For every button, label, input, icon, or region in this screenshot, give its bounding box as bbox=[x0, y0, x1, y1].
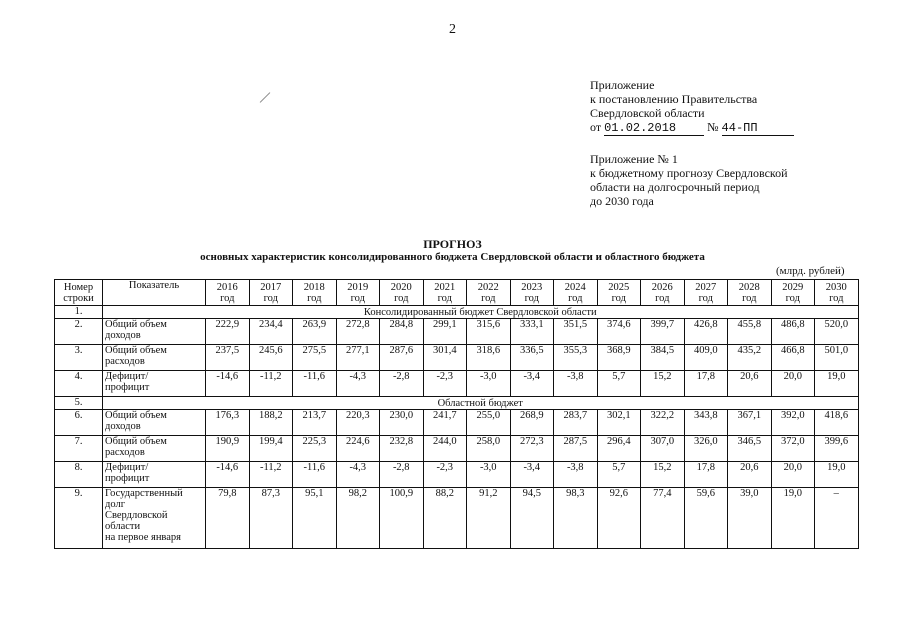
appendix-line: Приложение bbox=[590, 78, 655, 92]
indicator-name bbox=[103, 462, 206, 488]
indicator-name-line: Дефицит/ bbox=[105, 462, 149, 473]
header-year-value: 2027 bbox=[695, 281, 717, 293]
value-cell: 272,3 bbox=[510, 436, 554, 462]
value-cell: 232,8 bbox=[380, 436, 424, 462]
value-cell: 486,8 bbox=[771, 319, 815, 345]
value-cell: 283,7 bbox=[554, 410, 598, 436]
value-cell: 301,4 bbox=[423, 345, 467, 371]
value-cell: 224,6 bbox=[336, 436, 380, 462]
row-number: 8. bbox=[55, 462, 103, 488]
value-cell: 230,0 bbox=[380, 410, 424, 436]
value-cell: 234,4 bbox=[249, 319, 293, 345]
value-cell: 237,5 bbox=[206, 345, 250, 371]
value-cell: 296,4 bbox=[597, 436, 641, 462]
value-cell: -14,6 bbox=[206, 371, 250, 397]
header-year bbox=[554, 280, 598, 306]
value-cell: 222,9 bbox=[206, 319, 250, 345]
value-cell: 355,3 bbox=[554, 345, 598, 371]
indicator-name-line: расходов bbox=[105, 356, 145, 367]
value-cell: 20,6 bbox=[728, 462, 772, 488]
value-cell: 322,2 bbox=[641, 410, 685, 436]
header-year-word: год bbox=[524, 292, 539, 304]
value-cell: 5,7 bbox=[597, 371, 641, 397]
value-cell: 59,6 bbox=[684, 488, 728, 549]
value-cell: 268,9 bbox=[510, 410, 554, 436]
value-cell: -4,3 bbox=[336, 462, 380, 488]
indicator-name-line: долг bbox=[105, 499, 126, 510]
header-year bbox=[728, 280, 772, 306]
value-cell: -3,8 bbox=[554, 462, 598, 488]
header-year-word: год bbox=[307, 292, 322, 304]
header-text: строки bbox=[63, 292, 94, 304]
value-cell: -2,8 bbox=[380, 462, 424, 488]
header-year-word: год bbox=[220, 292, 235, 304]
appendix-line: до 2030 года bbox=[590, 194, 654, 208]
header-year-value: 2018 bbox=[303, 281, 325, 293]
value-cell: 426,8 bbox=[684, 319, 728, 345]
header-year-word: год bbox=[481, 292, 496, 304]
value-cell: 15,2 bbox=[641, 462, 685, 488]
header-year bbox=[597, 280, 641, 306]
value-cell: 92,6 bbox=[597, 488, 641, 549]
indicator-name-line: доходов bbox=[105, 330, 141, 341]
row-number: 5. bbox=[55, 397, 103, 410]
decree-number: 44-ПП bbox=[721, 121, 758, 135]
value-cell: -2,3 bbox=[423, 462, 467, 488]
value-cell: 307,0 bbox=[641, 436, 685, 462]
value-cell: 95,1 bbox=[293, 488, 337, 549]
value-cell: 466,8 bbox=[771, 345, 815, 371]
value-cell: 343,8 bbox=[684, 410, 728, 436]
appendix-line: Свердловской области bbox=[590, 106, 705, 120]
value-cell: 245,6 bbox=[249, 345, 293, 371]
value-cell: 399,6 bbox=[815, 436, 859, 462]
section-title: Консолидированный бюджет Свердловской области bbox=[103, 306, 859, 319]
value-cell: 333,1 bbox=[510, 319, 554, 345]
header-year-word: год bbox=[263, 292, 278, 304]
value-cell: 199,4 bbox=[249, 436, 293, 462]
value-cell: 302,1 bbox=[597, 410, 641, 436]
value-cell: 100,9 bbox=[380, 488, 424, 549]
header-year-value: 2025 bbox=[608, 281, 630, 293]
header-year-value: 2024 bbox=[564, 281, 586, 293]
value-cell: 190,9 bbox=[206, 436, 250, 462]
indicator-name bbox=[103, 410, 206, 436]
table-row bbox=[55, 371, 859, 397]
header-year bbox=[206, 280, 250, 306]
header-year bbox=[249, 280, 293, 306]
indicator-name-line: расходов bbox=[105, 447, 145, 458]
header-year bbox=[510, 280, 554, 306]
value-cell: 277,1 bbox=[336, 345, 380, 371]
scan-mark bbox=[260, 92, 271, 103]
row-number: 1. bbox=[55, 306, 103, 319]
indicator-name-line: Дефицит/ bbox=[105, 371, 149, 382]
value-cell: 318,6 bbox=[467, 345, 511, 371]
header-year-value: 2020 bbox=[390, 281, 412, 293]
header-year bbox=[771, 280, 815, 306]
table-row bbox=[55, 319, 859, 345]
value-cell: 272,8 bbox=[336, 319, 380, 345]
number-prefix: № bbox=[707, 120, 719, 134]
value-cell: -3,0 bbox=[467, 462, 511, 488]
value-cell: 20,6 bbox=[728, 371, 772, 397]
value-cell: 435,2 bbox=[728, 345, 772, 371]
header-year-value: 2022 bbox=[477, 281, 499, 293]
header-year-value: 2030 bbox=[825, 281, 847, 293]
value-cell: 399,7 bbox=[641, 319, 685, 345]
value-cell: 351,5 bbox=[554, 319, 598, 345]
header-year-word: год bbox=[568, 292, 583, 304]
value-cell: 220,3 bbox=[336, 410, 380, 436]
value-cell: 372,0 bbox=[771, 436, 815, 462]
date-prefix: от bbox=[590, 120, 602, 134]
value-cell: 5,7 bbox=[597, 462, 641, 488]
header-row-number bbox=[55, 280, 103, 306]
indicator-name-line: доходов bbox=[105, 421, 141, 432]
value-cell: -11,2 bbox=[249, 371, 293, 397]
value-cell: 91,2 bbox=[467, 488, 511, 549]
indicator-name-line: профицит bbox=[105, 473, 150, 484]
document-title: ПРОГНОЗ bbox=[423, 237, 482, 251]
table-body bbox=[55, 306, 859, 549]
header-year-value: 2026 bbox=[651, 281, 673, 293]
header-year-word: год bbox=[785, 292, 800, 304]
value-cell: -11,6 bbox=[293, 371, 337, 397]
value-cell: 255,0 bbox=[467, 410, 511, 436]
indicator-name bbox=[103, 345, 206, 371]
row-number: 7. bbox=[55, 436, 103, 462]
value-cell: 225,3 bbox=[293, 436, 337, 462]
header-year-word: год bbox=[350, 292, 365, 304]
header-year-word: год bbox=[698, 292, 713, 304]
value-cell: 384,5 bbox=[641, 345, 685, 371]
section-row bbox=[55, 397, 859, 410]
indicator-name-line: Государственный bbox=[105, 488, 183, 499]
header-year-word: год bbox=[394, 292, 409, 304]
appendix-line: Приложение № 1 bbox=[590, 152, 678, 166]
value-cell: -2,8 bbox=[380, 371, 424, 397]
value-cell: 17,8 bbox=[684, 371, 728, 397]
section-title: Областной бюджет bbox=[103, 397, 859, 410]
indicator-name-line: профицит bbox=[105, 382, 150, 393]
decree-date-line bbox=[590, 120, 794, 136]
value-cell: 374,6 bbox=[597, 319, 641, 345]
header-year bbox=[467, 280, 511, 306]
row-number: 4. bbox=[55, 371, 103, 397]
value-cell: 315,6 bbox=[467, 319, 511, 345]
header-year bbox=[293, 280, 337, 306]
value-cell: 368,9 bbox=[597, 345, 641, 371]
document-subtitle: основных характеристик консолидированного бюджета Свердловской области и областного бюджета bbox=[200, 251, 705, 263]
row-number: 2. bbox=[55, 319, 103, 345]
appendix-line: к постановлению Правительства bbox=[590, 92, 758, 106]
header-year-word: год bbox=[829, 292, 844, 304]
table-row bbox=[55, 436, 859, 462]
indicator-name bbox=[103, 436, 206, 462]
header-year-value: 2017 bbox=[260, 281, 282, 293]
value-cell: 501,0 bbox=[815, 345, 859, 371]
value-cell: -3,8 bbox=[554, 371, 598, 397]
value-cell: 19,0 bbox=[815, 462, 859, 488]
decree-date: 01.02.2018 bbox=[604, 121, 677, 135]
appendix-1-header bbox=[590, 152, 788, 208]
value-cell: 455,8 bbox=[728, 319, 772, 345]
value-cell: 87,3 bbox=[249, 488, 293, 549]
row-number: 9. bbox=[55, 488, 103, 549]
value-cell: – bbox=[815, 488, 859, 549]
value-cell: 520,0 bbox=[815, 319, 859, 345]
appendix-line: области на долгосрочный период bbox=[590, 180, 760, 194]
value-cell: 258,0 bbox=[467, 436, 511, 462]
value-cell: 409,0 bbox=[684, 345, 728, 371]
value-cell: 15,2 bbox=[641, 371, 685, 397]
value-cell: 418,6 bbox=[815, 410, 859, 436]
header-year bbox=[380, 280, 424, 306]
header-year bbox=[684, 280, 728, 306]
page-number: 2 bbox=[449, 22, 456, 37]
value-cell: 346,5 bbox=[728, 436, 772, 462]
value-cell: 98,3 bbox=[554, 488, 598, 549]
header-year-word: год bbox=[437, 292, 452, 304]
value-cell: 79,8 bbox=[206, 488, 250, 549]
value-cell: 275,5 bbox=[293, 345, 337, 371]
value-cell: 299,1 bbox=[423, 319, 467, 345]
value-cell: 287,5 bbox=[554, 436, 598, 462]
indicator-name-line: области bbox=[105, 521, 141, 532]
appendix-line: к бюджетному прогнозу Свердловской bbox=[590, 166, 788, 180]
value-cell: 244,0 bbox=[423, 436, 467, 462]
value-cell: 284,8 bbox=[380, 319, 424, 345]
forecast-table bbox=[54, 279, 859, 549]
value-cell: 176,3 bbox=[206, 410, 250, 436]
table-row bbox=[55, 462, 859, 488]
value-cell: 19,0 bbox=[815, 371, 859, 397]
units-label: (млрд. рублей) bbox=[776, 265, 845, 277]
value-cell: 367,1 bbox=[728, 410, 772, 436]
value-cell: 287,6 bbox=[380, 345, 424, 371]
value-cell: -3,0 bbox=[467, 371, 511, 397]
value-cell: -2,3 bbox=[423, 371, 467, 397]
header-year-value: 2019 bbox=[347, 281, 369, 293]
indicator-name bbox=[103, 319, 206, 345]
value-cell: -11,2 bbox=[249, 462, 293, 488]
value-cell: -3,4 bbox=[510, 371, 554, 397]
value-cell: 188,2 bbox=[249, 410, 293, 436]
header-text: Номер bbox=[63, 281, 94, 293]
value-cell: 241,7 bbox=[423, 410, 467, 436]
value-cell: -11,6 bbox=[293, 462, 337, 488]
value-cell: 336,5 bbox=[510, 345, 554, 371]
row-number: 6. bbox=[55, 410, 103, 436]
header-year bbox=[641, 280, 685, 306]
value-cell: -3,4 bbox=[510, 462, 554, 488]
indicator-name bbox=[103, 371, 206, 397]
indicator-name-line: Общий объем bbox=[105, 319, 167, 330]
header-year-word: год bbox=[742, 292, 757, 304]
header-year-value: 2023 bbox=[521, 281, 543, 293]
indicator-name bbox=[103, 488, 206, 549]
value-cell: -14,6 bbox=[206, 462, 250, 488]
row-number: 3. bbox=[55, 345, 103, 371]
header-year-word: год bbox=[611, 292, 626, 304]
indicator-name-line: Общий объем bbox=[105, 436, 167, 447]
appendix-header bbox=[590, 78, 794, 136]
indicator-name-line: на первое января bbox=[105, 532, 181, 543]
value-cell: 20,0 bbox=[771, 371, 815, 397]
header-year bbox=[423, 280, 467, 306]
header-year-value: 2016 bbox=[216, 281, 238, 293]
value-cell: -4,3 bbox=[336, 371, 380, 397]
value-cell: 98,2 bbox=[336, 488, 380, 549]
indicator-name-line: Общий объем bbox=[105, 410, 167, 421]
section-row bbox=[55, 306, 859, 319]
table-row bbox=[55, 488, 859, 549]
value-cell: 326,0 bbox=[684, 436, 728, 462]
header-year bbox=[336, 280, 380, 306]
value-cell: 213,7 bbox=[293, 410, 337, 436]
value-cell: 88,2 bbox=[423, 488, 467, 549]
table-row bbox=[55, 410, 859, 436]
value-cell: 392,0 bbox=[771, 410, 815, 436]
header-year bbox=[815, 280, 859, 306]
value-cell: 77,4 bbox=[641, 488, 685, 549]
indicator-name-line: Общий объем bbox=[105, 345, 167, 356]
header-year-value: 2021 bbox=[434, 281, 456, 293]
header-year-word: год bbox=[655, 292, 670, 304]
table-header-row bbox=[55, 280, 859, 306]
value-cell: 263,9 bbox=[293, 319, 337, 345]
value-cell: 94,5 bbox=[510, 488, 554, 549]
value-cell: 39,0 bbox=[728, 488, 772, 549]
indicator-name-line: Свердловской bbox=[105, 510, 168, 521]
value-cell: 20,0 bbox=[771, 462, 815, 488]
header-year-value: 2028 bbox=[738, 281, 760, 293]
value-cell: 17,8 bbox=[684, 462, 728, 488]
header-year-value: 2029 bbox=[782, 281, 804, 293]
header-indicator: Показатель bbox=[103, 280, 206, 306]
table-row bbox=[55, 345, 859, 371]
value-cell: 19,0 bbox=[771, 488, 815, 549]
